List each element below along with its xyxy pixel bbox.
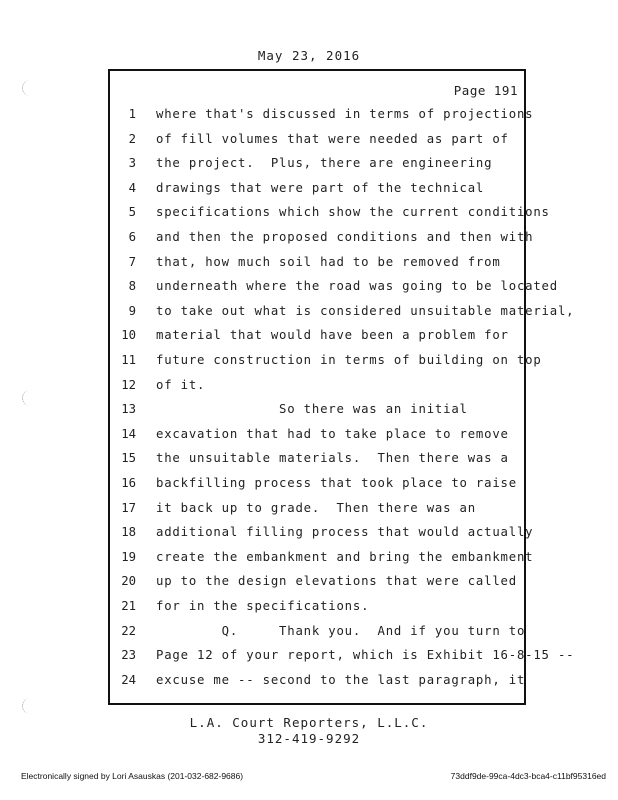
transcript-line — [110, 597, 528, 615]
line-text: that, how much soil had to be removed from — [156, 254, 501, 269]
line-number: 1 — [128, 107, 136, 121]
line-number: 2 — [128, 131, 136, 146]
transcript-line — [110, 179, 528, 197]
line-text: it back up to grade. Then there was an — [156, 500, 476, 515]
transcript-line — [110, 154, 528, 172]
transcript-line — [110, 646, 575, 664]
line-text: specifications which show the current conditions — [156, 205, 550, 220]
margin-mark-bottom — [22, 698, 31, 714]
line-number: 6 — [128, 230, 136, 244]
footer-reporters: L.A. Court Reporters, L.L.C. — [189, 715, 429, 730]
line-text: So there was an initial — [156, 402, 468, 417]
transcript-line — [110, 351, 542, 369]
line-number: 4 — [128, 180, 136, 195]
transcript-line — [110, 425, 528, 443]
line-number: 23 — [121, 648, 136, 663]
line-text: material that would have been a problem for — [156, 328, 509, 343]
line-text: for in the specifications. — [156, 599, 370, 613]
line-number: 22 — [121, 623, 136, 638]
line-number: 10 — [121, 328, 136, 343]
line-number: 17 — [121, 500, 136, 515]
transcript-line — [110, 302, 575, 320]
line-text: the unsuitable materials. Then there was a — [156, 451, 509, 466]
line-text: the project. Plus, there are engineering — [156, 156, 493, 171]
margin-mark-middle — [22, 390, 31, 406]
line-number: 15 — [121, 451, 136, 466]
line-text: excavation that had to take place to remove — [156, 426, 509, 441]
line-text: future construction in terms of building on top — [156, 353, 542, 367]
line-number: 5 — [128, 205, 136, 220]
line-text: additional filling process that would actually — [156, 525, 534, 540]
line-text: backfilling process that took place to raise — [156, 476, 517, 490]
header-date: May 23, 2016 — [257, 48, 361, 63]
line-number: 19 — [121, 549, 136, 564]
line-text: of it. — [156, 377, 206, 392]
transcript-line — [110, 499, 528, 517]
transcript-line — [110, 105, 534, 123]
transcript-line — [110, 253, 528, 271]
line-number: 11 — [121, 353, 136, 367]
line-text: Page 12 of your report, which is Exhibit 16-8-15 -- — [156, 648, 575, 663]
document-id: 73ddf9de-99ca-4dc3-bca4-c11bf95316ed — [450, 771, 606, 781]
line-number: 16 — [121, 476, 136, 490]
line-number: 12 — [121, 377, 136, 392]
line-number: 3 — [128, 156, 136, 171]
transcript-line — [110, 449, 528, 467]
transcript-line — [110, 622, 528, 640]
transcript-line — [110, 228, 534, 246]
line-text: Q. Thank you. And if you turn to — [156, 623, 526, 638]
line-text: underneath where the road was going to be located — [156, 279, 558, 294]
line-text: where that's discussed in terms of projections — [156, 107, 534, 121]
transcript-line — [110, 548, 534, 566]
line-number: 20 — [121, 574, 136, 589]
line-text: drawings that were part of the technical — [156, 180, 485, 195]
line-text: create the embankment and bring the embankment — [156, 549, 534, 564]
electronic-signature: Electronically signed by Lori Asauskas (201-032-682-9686) — [21, 771, 244, 781]
margin-mark-top — [22, 80, 31, 96]
transcript-line — [110, 671, 528, 689]
transcript-line — [110, 572, 528, 590]
line-number: 7 — [128, 254, 136, 269]
line-text: of fill volumes that were needed as part of — [156, 131, 509, 146]
line-text: excuse me -- second to the last paragraph, it — [156, 672, 526, 687]
transcript-line — [110, 130, 528, 148]
line-number: 13 — [121, 402, 136, 417]
line-number: 18 — [121, 525, 136, 540]
footer-phone: 312-419-9292 — [257, 731, 361, 746]
line-number: 14 — [121, 426, 136, 441]
line-number: 9 — [128, 303, 136, 318]
line-text: and then the proposed conditions and then with — [156, 230, 534, 244]
page-number: Page 191 — [453, 83, 518, 98]
transcript-line — [110, 523, 534, 541]
line-text: to take out what is considered unsuitable material, — [156, 303, 575, 318]
line-number: 21 — [121, 599, 136, 613]
transcript-box — [108, 69, 575, 705]
line-text: up to the design elevations that were called — [156, 574, 517, 589]
transcript-line — [110, 376, 528, 394]
transcript-line — [110, 203, 550, 221]
line-number: 8 — [128, 279, 136, 294]
transcript-line — [110, 400, 528, 418]
transcript-line — [110, 277, 558, 295]
transcript-line — [110, 474, 528, 492]
transcript-line — [110, 326, 528, 344]
line-number: 24 — [121, 672, 136, 687]
